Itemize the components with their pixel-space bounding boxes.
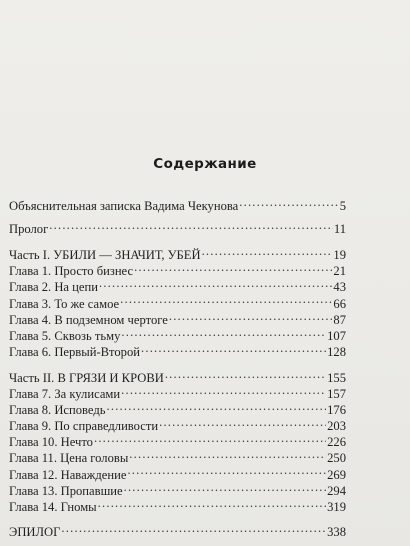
toc-entry-page: 19 (333, 248, 346, 263)
toc-entry-page: 250 (327, 451, 346, 466)
toc-entry-label: Пролог (9, 222, 49, 237)
toc-entry-label: Глава 1. Просто бизнес (9, 264, 134, 279)
toc-entry (9, 194, 346, 214)
toc-entry-page: 21 (333, 264, 346, 279)
toc-entry-page: 11 (333, 222, 346, 237)
toc-entry-label: Глава 10. Нечто (9, 435, 93, 450)
toc-entry-page: 66 (333, 296, 346, 311)
toc-entry-page: 176 (327, 403, 346, 418)
toc-entry-label: Глава 8. Исповедь (9, 403, 106, 418)
toc-entry-page: 87 (333, 312, 346, 327)
toc-leader-dots (98, 495, 326, 511)
toc-entry-page: 107 (327, 328, 346, 343)
toc-entry-label: Глава 11. Цена головы (9, 451, 129, 466)
toc-leader-dots (127, 462, 326, 478)
toc-entry-page: 128 (327, 344, 346, 359)
toc-leader-dots (202, 243, 333, 259)
toc-entry-part (9, 243, 346, 263)
toc-entry-epilogue (9, 520, 346, 539)
toc-entry-label: Часть II. В ГРЯЗИ И КРОВИ (9, 370, 164, 385)
toc-leader-dots (121, 324, 326, 340)
toc-leader-dots (134, 259, 332, 275)
toc-entry-label: Объяснительная записка Вадима Чекунова (9, 199, 239, 214)
toc-leader-dots (121, 382, 326, 398)
toc-entry-label: Глава 7. За кулисами (9, 387, 121, 402)
toc-entry-label: Глава 14. Гномы (9, 499, 97, 514)
toc-leader-dots (159, 414, 326, 430)
toc-entry-label: Глава 13. Пропавшие (9, 483, 123, 498)
toc-entry-page: 226 (327, 435, 346, 450)
toc-leader-dots (239, 194, 338, 210)
toc-entry-label: ЭПИЛОГ (9, 524, 61, 539)
toc-entry-page: 5 (339, 199, 346, 214)
toc-entry-page: 43 (333, 280, 346, 295)
toc-entry-label: Глава 2. На цепи (9, 280, 98, 295)
toc-entry-page: 203 (327, 419, 346, 434)
toc-leader-dots (169, 308, 333, 324)
toc-entry-label: Глава 5. Сквозь тьму (9, 328, 121, 343)
toc-leader-dots (124, 479, 327, 495)
toc-entry-label: Часть I. УБИЛИ — ЗНАЧИТ, УБЕЙ (9, 248, 201, 263)
toc-entry-page: 338 (327, 524, 346, 539)
toc-entry-page: 155 (327, 370, 346, 385)
toc-leader-dots (94, 430, 326, 446)
toc-entry-page: 319 (327, 499, 346, 514)
toc-leader-dots (120, 291, 332, 307)
toc-entry-label: Глава 4. В подземном чертоге (9, 312, 168, 327)
toc-leader-dots (107, 398, 327, 414)
toc-leader-dots (49, 217, 333, 233)
toc-leader-dots (129, 446, 326, 462)
toc-leader-dots (61, 520, 326, 536)
toc-entry-label: Глава 3. То же самое (9, 296, 120, 311)
toc-entry-page: 294 (327, 483, 346, 498)
table-of-contents (9, 194, 346, 539)
toc-entry-label: Глава 12. Наваждение (9, 467, 127, 482)
toc-entry (9, 217, 346, 237)
toc-leader-dots (165, 366, 326, 382)
toc-title: Содержание (153, 156, 257, 172)
toc-entry-label: Глава 9. По справедливости (9, 419, 159, 434)
toc-entry-label: Глава 6. Первый-Второй (9, 344, 141, 359)
toc-leader-dots (99, 275, 332, 291)
toc-entry-page: 269 (327, 467, 346, 482)
toc-entry-part (9, 366, 346, 385)
toc-leader-dots (141, 340, 326, 356)
toc-entry-page: 157 (327, 387, 346, 402)
